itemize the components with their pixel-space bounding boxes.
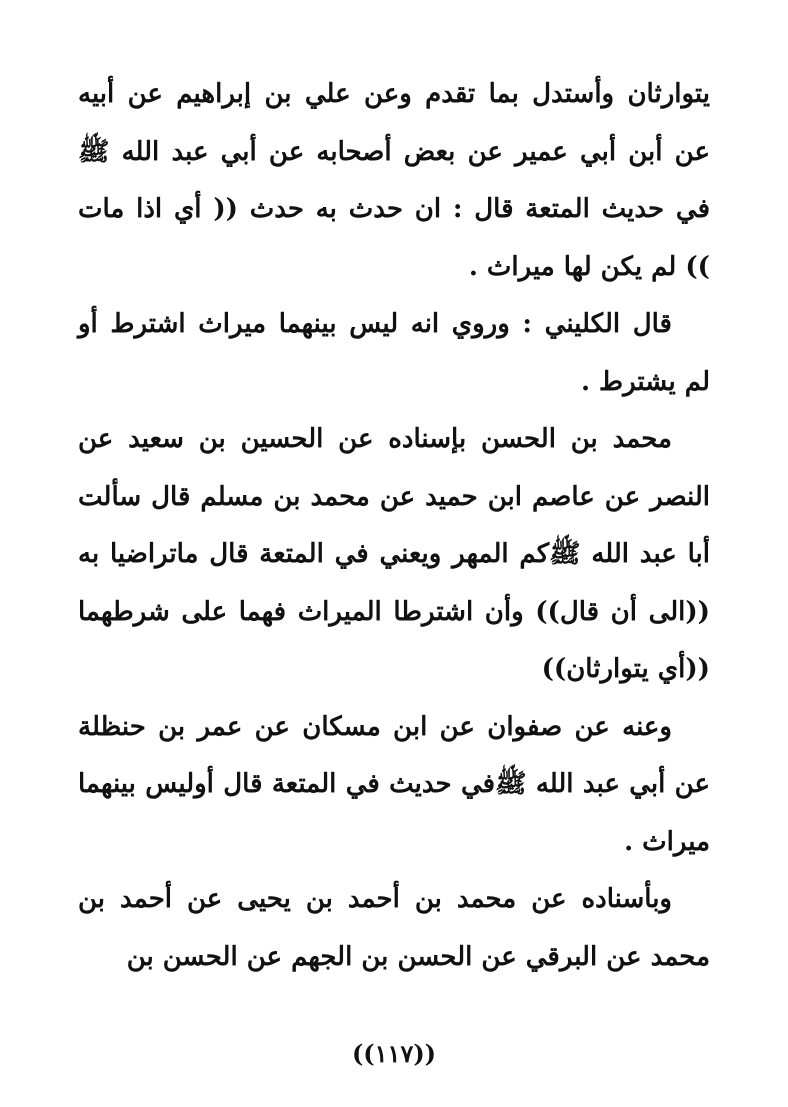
- paragraph-5: وبأسناده عن محمد بن أحمد بن يحيى عن أحمد بن محمد عن البرقي عن الحسن بن الجهم عن الحسن بن: [78, 884, 710, 972]
- paragraph-2: قال الكليني : وروي انه ليس بينهما ميراث اشترط أو لم يشترط .: [78, 309, 710, 397]
- paragraph-4: وعنه عن صفوان عن ابن مسكان عن عمر بن حنظلة عن أبي عبد الله ﷺفي حديث في المتعة قال أوليس بينهما ميراث .: [78, 711, 710, 857]
- page-number: ((١١٧)): [351, 1039, 437, 1068]
- paragraph-1: يتوارثان وأستدل بما تقدم وعن علي بن إبراهيم عن أبيه عن أبن أبي عمير عن بعض أصحابه عن أبي عبد الله ﷺ في حديث المتعة قال : ان حدث به حدث (( أي اذا مات )) لم يكن لها ميراث .: [78, 79, 710, 282]
- paragraph-3: محمد بن الحسن بإسناده عن الحسين بن سعيد عن النصر عن عاصم ابن حميد عن محمد بن مسلم قال سألت أبا عبد الله ﷺكم المهر ويعني في المتعة قال ماتراضيا به ((الى أن قال)) وأن اشترطا الميراث فهما على شرطهما ((أي يتوارثان)): [78, 424, 710, 684]
- page-body-text: [78, 66, 710, 986]
